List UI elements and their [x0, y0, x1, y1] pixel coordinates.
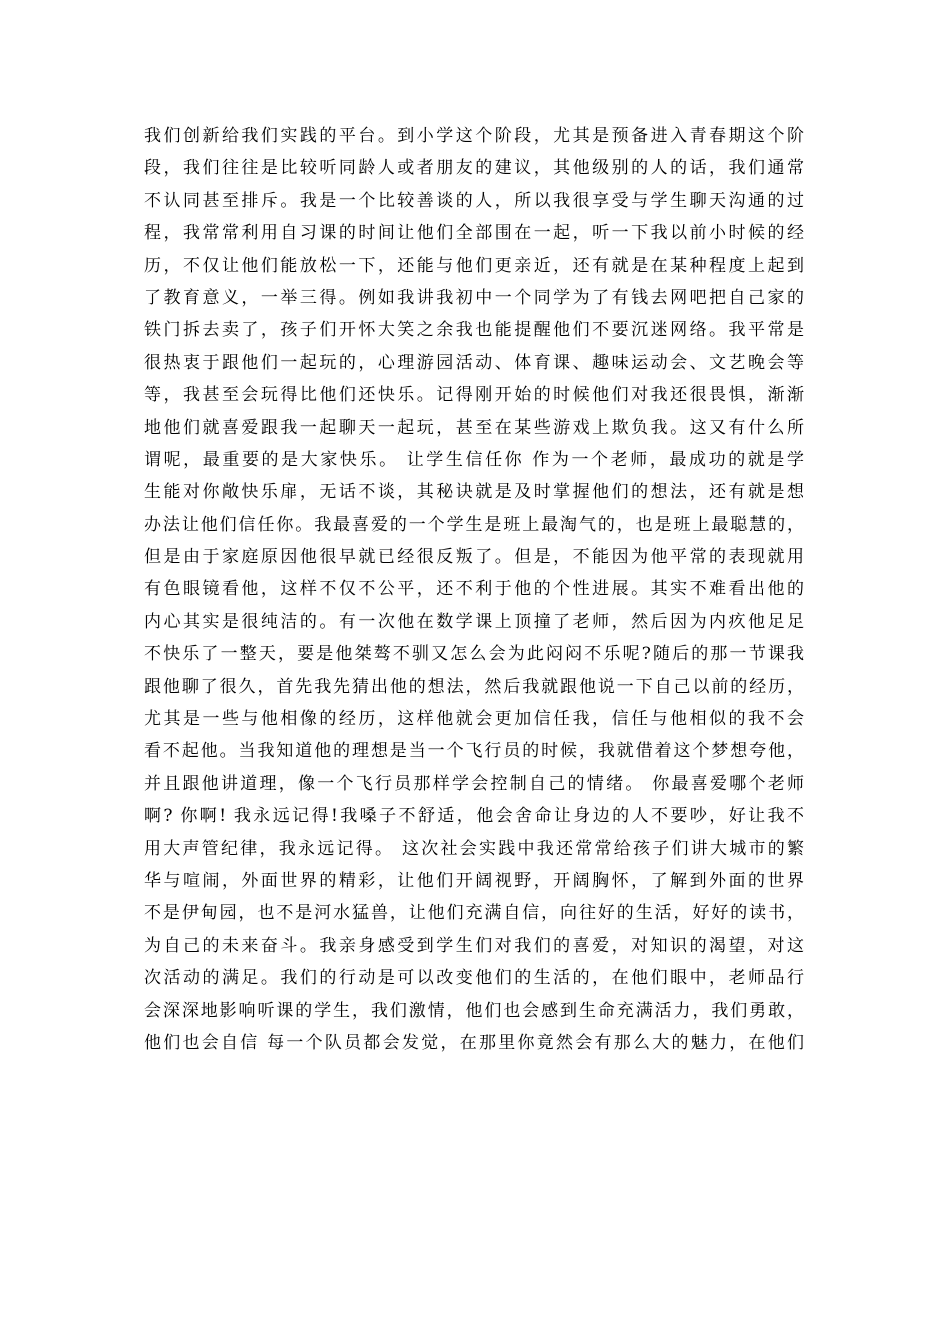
text-line: 历，不仅让他们能放松一下，还能与他们更亲近，还有就是在某种程度上起到 — [144, 255, 804, 276]
text-line: 地他们就喜爱跟我一起聊天一起玩，甚至在某些游戏上欺负我。这又有什么所 — [144, 417, 804, 438]
text-line: 用大声管纪律，我永远记得。 这次社会实践中我还常常给孩子们讲大城市的繁 — [144, 838, 804, 859]
text-line: 等，我甚至会玩得比他们还快乐。记得刚开始的时候他们对我还很畏惧，渐渐 — [144, 385, 804, 406]
text-line: 段，我们往往是比较听同龄人或者朋友的建议，其他级别的人的话，我们通常 — [144, 158, 804, 179]
text-line: 生能对你敞快乐扉，无话不谈，其秘诀就是及时掌握他们的想法，还有就是想 — [144, 482, 804, 503]
text-line: 为自己的未来奋斗。我亲身感受到学生们对我们的喜爱，对知识的渴望，对这 — [144, 935, 804, 956]
text-line: 程，我常常利用自习课的时间让他们全部围在一起，听一下我以前小时候的经 — [144, 223, 804, 244]
text-line: 了教育意义，一举三得。例如我讲我初中一个同学为了有钱去网吧把自己家的 — [144, 287, 804, 308]
text-line: 内心其实是很纯洁的。有一次他在数学课上顶撞了老师，然后因为内疚他足足 — [144, 611, 804, 632]
text-line: 并且跟他讲道理，像一个飞行员那样学会控制自己的情绪。 你最喜爱哪个老师 — [144, 773, 804, 794]
text-line: 他们也会自信 每一个队员都会发觉，在那里你竟然会有那么大的魅力，在他们 — [144, 1032, 804, 1053]
text-line: 不是伊甸园，也不是河水猛兽，让他们充满自信，向往好的生活，好好的读书， — [144, 903, 804, 924]
text-line: 铁门拆去卖了，孩子们开怀大笑之余我也能提醒他们不要沉迷网络。我平常是 — [144, 320, 804, 341]
text-line: 会深深地影响听课的学生，我们激情，他们也会感到生命充满活力，我们勇敢， — [144, 1000, 804, 1021]
text-line: 但是由于家庭原因他很早就已经很反叛了。但是，不能因为他平常的表现就用 — [144, 547, 804, 568]
text-line: 我们创新给我们实践的平台。到小学这个阶段，尤其是预备进入青春期这个阶 — [144, 126, 804, 146]
text-line: 有色眼镜看他，这样不仅不公平，还不利于他的个性进展。其实不难看出他的 — [144, 579, 804, 600]
text-line: 不认同甚至排斥。我是一个比较善谈的人，所以我很享受与学生聊天沟通的过 — [144, 190, 804, 211]
text-line: 跟他聊了很久，首先我先猜出他的想法，然后我就跟他说一下自己以前的经历， — [144, 676, 804, 697]
text-line: 啊? 你啊! 我永远记得!我嗓子不舒适，他会舍命让身边的人不要吵，好让我不 — [144, 806, 804, 827]
text-line: 不快乐了一整天，要是他桀骜不驯又怎么会为此闷闷不乐呢?随后的那一节课我 — [144, 644, 804, 665]
body-text — [144, 120, 804, 1059]
text-line: 华与喧闹，外面世界的精彩，让他们开阔视野，开阔胸怀，了解到外面的世界 — [144, 870, 804, 891]
text-line: 谓呢，最重要的是大家快乐。 让学生信任你 作为一个老师，最成功的就是学 — [144, 449, 804, 470]
text-line: 办法让他们信任你。我最喜爱的一个学生是班上最淘气的，也是班上最聪慧的， — [144, 514, 804, 535]
text-line: 看不起他。当我知道他的理想是当一个飞行员的时候，我就借着这个梦想夸他， — [144, 741, 804, 762]
text-line: 次活动的满足。我们的行动是可以改变他们的生活的，在他们眼中，老师品行 — [144, 968, 804, 989]
text-line: 很热衷于跟他们一起玩的，心理游园活动、体育课、趣味运动会、文艺晚会等 — [144, 352, 804, 373]
text-line: 尤其是一些与他相像的经历，这样他就会更加信任我，信任与他相似的我不会 — [144, 709, 804, 730]
